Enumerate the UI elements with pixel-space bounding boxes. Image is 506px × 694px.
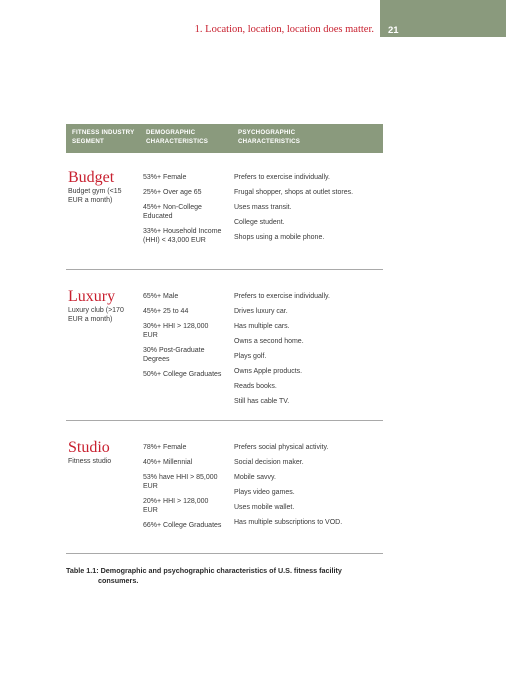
psychographic-item: Drives luxury car. xyxy=(234,308,288,315)
column-header-line: SEGMENT xyxy=(72,137,104,145)
demographic-item: 78%+ Female xyxy=(143,444,187,451)
segment-name: Studio xyxy=(68,439,110,456)
caption-line: Table 1.1: Demographic and psychographic characteristics of U.S. fitness facility xyxy=(66,566,342,575)
psychographic-item: Has multiple cars. xyxy=(234,323,290,330)
psychographic-item: Prefers to exercise individually. xyxy=(234,174,330,181)
psychographic-item: Prefers to exercise individually. xyxy=(234,293,330,300)
running-title: 1. Location, location, location does matter. xyxy=(194,24,374,35)
table-caption xyxy=(66,566,366,586)
psychographic-item: Social decision maker. xyxy=(234,459,304,466)
demographic-item: 33%+ Household Income (HHI) < 43,000 EUR xyxy=(143,228,222,244)
psychographic-item: Uses mass transit. xyxy=(234,204,292,211)
psychographic-item: Reads books. xyxy=(234,383,277,390)
psychographic-list xyxy=(234,173,384,248)
segment-description: Fitness studio xyxy=(68,458,112,465)
demographic-item: 45%+ 25 to 44 xyxy=(143,308,189,315)
column-header-line: DEMOGRAPHIC xyxy=(146,129,196,136)
table-header xyxy=(66,124,383,153)
demographic-item: 25%+ Over age 65 xyxy=(143,189,202,196)
segment-divider xyxy=(66,420,383,421)
column-header-line: CHARACTERISTICS xyxy=(238,137,301,145)
demographic-item: 66%+ College Graduates xyxy=(143,522,222,529)
demographic-item: 30% Post-Graduate Degrees xyxy=(143,347,205,363)
demographic-list xyxy=(143,443,223,536)
segment-studio xyxy=(66,439,383,549)
psychographic-item: Still has cable TV. xyxy=(234,398,290,405)
demographic-item: 53%+ Female xyxy=(143,174,187,181)
psychographic-list xyxy=(234,443,384,533)
demographic-item: 65%+ Male xyxy=(143,293,179,300)
demographic-list xyxy=(143,292,223,385)
column-header-demographic xyxy=(146,129,226,146)
segment-description: Luxury club (>170 EUR a month) xyxy=(68,307,124,323)
page-number-tab xyxy=(380,0,506,37)
demographic-item: 50%+ College Graduates xyxy=(143,371,222,378)
demographic-list xyxy=(143,173,223,251)
column-header-segment xyxy=(72,129,142,146)
page-number: 21 xyxy=(388,25,399,36)
column-header-psychographic xyxy=(238,129,328,146)
psychographic-item: College student. xyxy=(234,219,285,226)
segment-budget xyxy=(66,169,383,269)
psychographic-item: Plays golf. xyxy=(234,353,267,360)
column-header-line: CHARACTERISTICS xyxy=(146,137,209,145)
psychographic-item: Owns a second home. xyxy=(234,338,304,345)
demographic-item: 40%+ Millennial xyxy=(143,459,193,466)
demographic-item: 53% have HHI > 85,000 EUR xyxy=(143,474,218,490)
column-header-line: PSYCHOGRAPHIC xyxy=(238,129,296,136)
psychographic-item: Plays video games. xyxy=(234,489,295,496)
psychographic-item: Frugal shopper, shops at outlet stores. xyxy=(234,189,354,196)
segment-divider xyxy=(66,553,383,554)
psychographic-list xyxy=(234,292,384,412)
segment-description: Budget gym (<15 EUR a month) xyxy=(68,188,122,204)
psychographic-item: Has multiple subscriptions to VOD. xyxy=(234,519,343,526)
psychographic-item: Shops using a mobile phone. xyxy=(234,234,325,241)
psychographic-item: Uses mobile wallet. xyxy=(234,504,295,511)
demographic-item: 30%+ HHI > 128,000 EUR xyxy=(143,323,209,339)
segment-name: Budget xyxy=(68,169,115,186)
demographic-item: 45%+ Non-College Educated xyxy=(143,204,202,220)
caption-line: consumers. xyxy=(98,576,139,585)
column-header-line: FITNESS INDUSTRY xyxy=(72,129,135,136)
segment-luxury xyxy=(66,288,383,418)
segment-divider xyxy=(66,269,383,270)
psychographic-item: Prefers social physical activity. xyxy=(234,444,329,451)
psychographic-item: Mobile savvy. xyxy=(234,474,276,481)
demographic-item: 20%+ HHI > 128,000 EUR xyxy=(143,498,209,514)
psychographic-item: Owns Apple products. xyxy=(234,368,303,375)
segment-name: Luxury xyxy=(68,288,116,305)
